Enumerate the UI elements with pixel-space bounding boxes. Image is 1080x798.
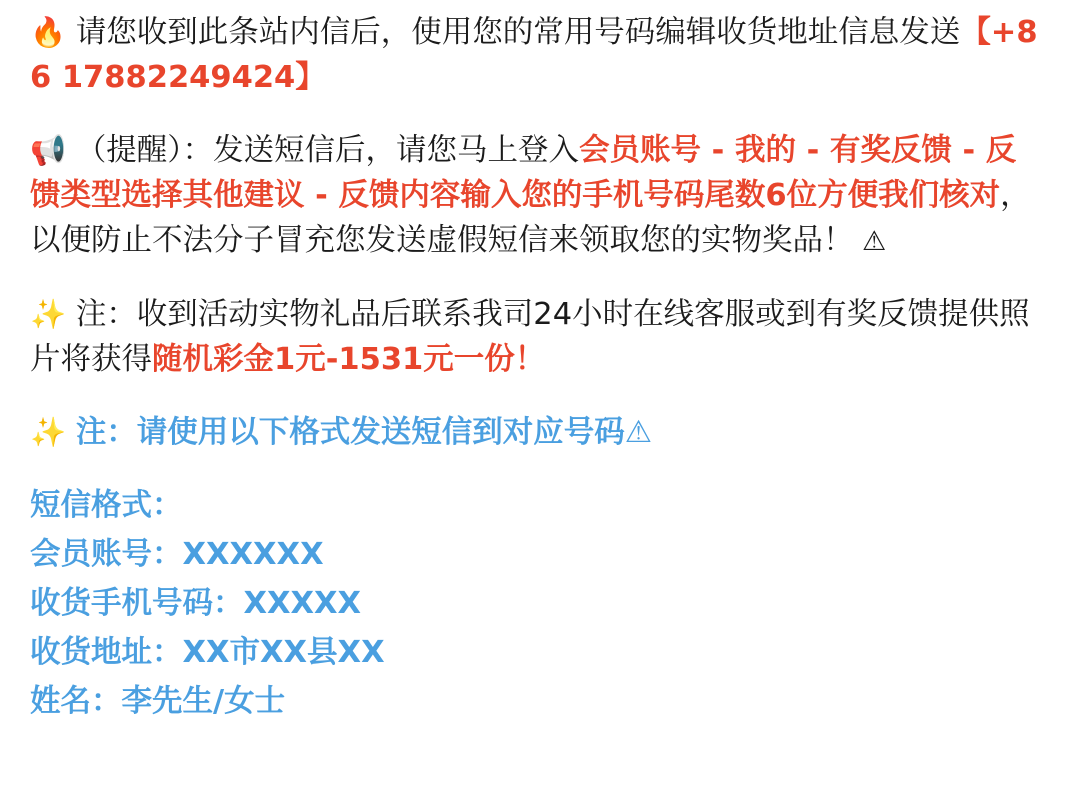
feedback-path-text: 会员账号 - 我的 - 有奖反馈 - 反馈类型选择其他建议 - 反馈内容输入您的手机号码尾数6位方便我们核对 (30, 133, 1017, 213)
sms-format-account: 会员账号：XXXXXX (30, 537, 324, 572)
paragraph-phone-notice (30, 10, 1046, 100)
warning-icon: ⚠ (853, 226, 887, 257)
gift-notice-text: 注：收到活动实物礼品后联系我司24小时在线客服或到有奖反馈提供照片将获得 (30, 297, 1030, 377)
phone-number: 【+86 17882249424】 (30, 15, 1038, 95)
sms-format-name: 姓名：李先生/女士 (30, 684, 286, 719)
paragraph-gift-notice (30, 292, 1046, 382)
sparkles-emoji-2: ✨ (30, 415, 67, 449)
megaphone-emoji: 📢 (30, 133, 67, 167)
sms-format-address: 收货地址：XX市XX县XX (30, 635, 385, 670)
sms-format-label: 短信格式： (30, 488, 183, 523)
format-notice-text: 注：请使用以下格式发送短信到对应号码⚠ (75, 415, 653, 450)
feedback-reason-text: ，以便防止不法分子冒充您发送虚假短信来领取您的实物奖品！ (30, 178, 1031, 258)
phone-notice-text: 请您收到此条站内信后，使用您的常用号码编辑收货地址信息发送 (75, 15, 961, 50)
paragraph-feedback-notice (30, 128, 1046, 264)
bonus-amount-text: 随机彩金1元-1531元一份！ (152, 342, 546, 377)
sparkles-emoji: ✨ (30, 297, 67, 331)
feedback-intro-text: （提醒）：发送短信后，请您马上登入 (75, 133, 580, 168)
fire-emoji: 🔥 (30, 15, 67, 49)
sms-format-phone: 收货手机号码：XXXXX (30, 586, 362, 621)
paragraph-format-notice (30, 410, 1046, 455)
sms-format-block (30, 481, 1046, 726)
